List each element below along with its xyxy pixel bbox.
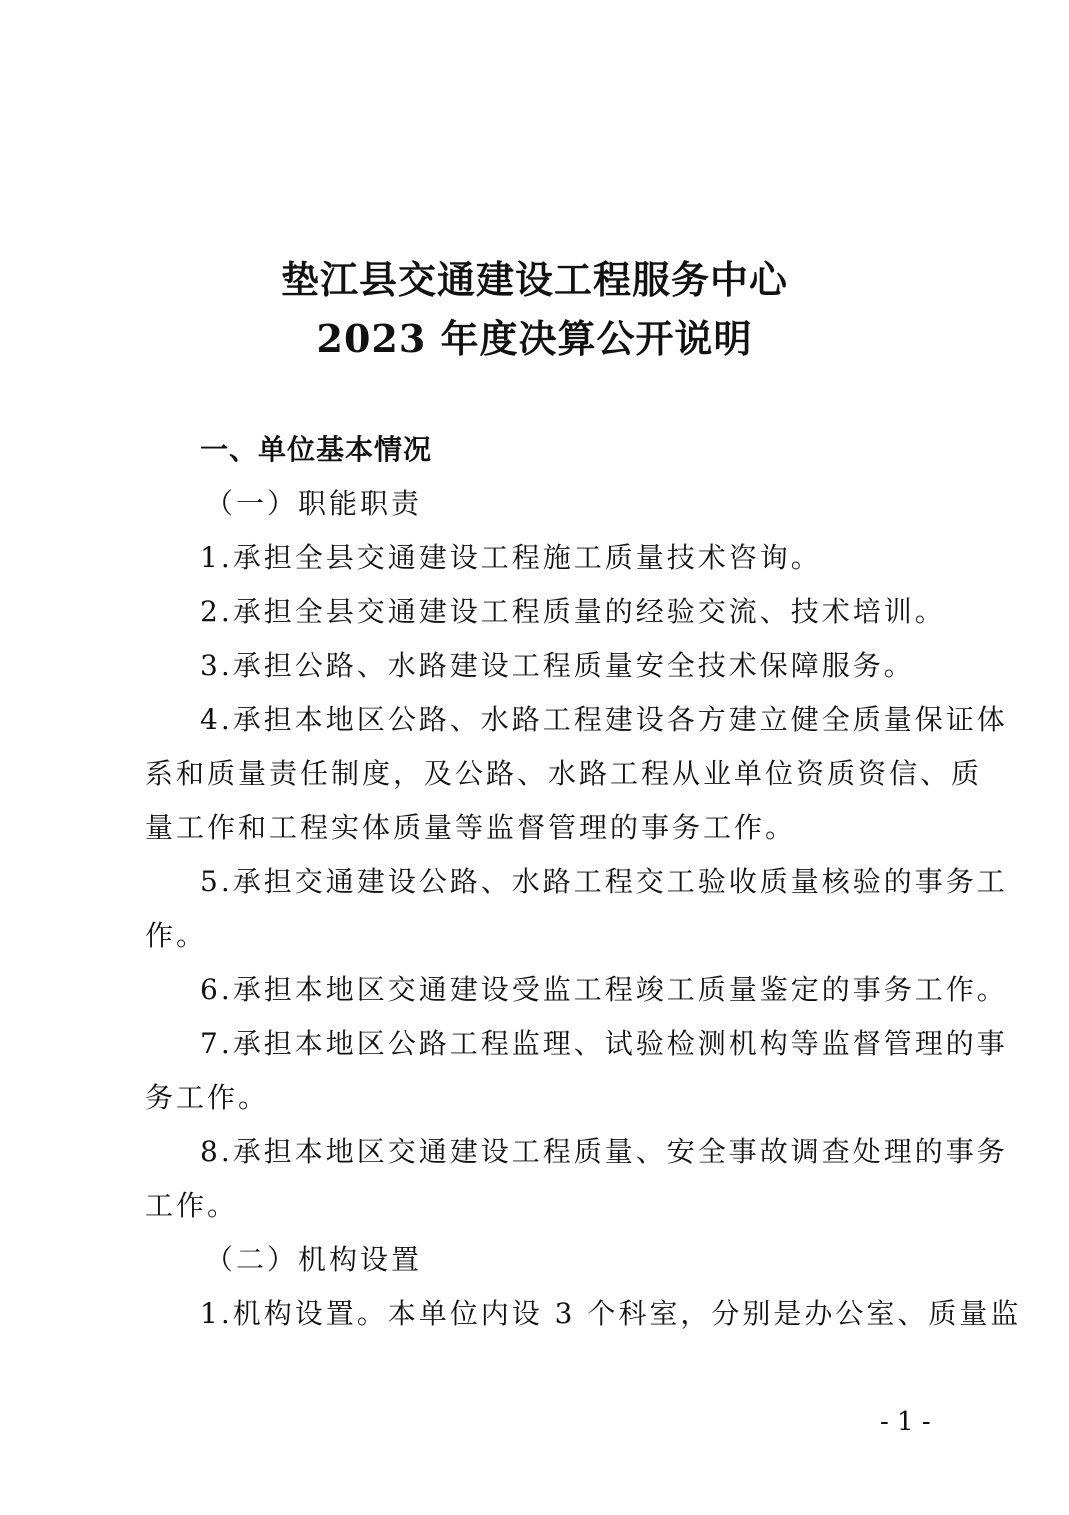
function-item-4-line1: 4.承担本地区公路、水路工程建设各方建立健全质量保证体 [200,703,1008,736]
document-title-line1: 垫江县交通建设工程服务中心 [280,257,788,302]
subsection-heading-organization: （二）机构设置 [205,1243,423,1276]
function-item-2: 2.承担全县交通建设工程质量的经验交流、技术培训。 [200,595,946,628]
organization-item-1: 1.机构设置。本单位内设 3 个科室，分别是办公室、质量监 [200,1297,1022,1330]
function-item-1: 1.承担全县交通建设工程施工质量技术咨询。 [200,541,822,574]
document-title-line2: 2023 年度决算公开说明 [316,316,753,361]
function-item-8-line1: 8.承担本地区交通建设工程质量、安全事故调查处理的事务 [200,1135,1008,1168]
function-item-5-line2: 作。 [145,919,208,952]
function-item-8-line2: 工作。 [145,1189,239,1222]
function-item-6: 6.承担本地区交通建设受监工程竣工质量鉴定的事务工作。 [200,973,1008,1006]
function-item-7-line2: 务工作。 [145,1081,270,1114]
function-item-5-line1: 5.承担交通建设公路、水路工程交工验收质量核验的事务工 [200,865,1008,898]
function-item-4-line2: 系和质量责任制度，及公路、水路工程从业单位资质资信、质 [145,757,983,790]
section-heading-basic-info: 一、单位基本情况 [200,433,433,466]
function-item-3: 3.承担公路、水路建设工程质量安全技术保障服务。 [200,649,915,682]
subsection-heading-functions: （一）职能职责 [205,487,423,520]
function-item-7-line1: 7.承担本地区公路工程监理、试验检测机构等监督管理的事 [200,1027,1008,1060]
page-number: - 1 - [880,1407,931,1437]
function-item-4-line3: 量工作和工程实体质量等监督管理的事务工作。 [145,811,797,844]
